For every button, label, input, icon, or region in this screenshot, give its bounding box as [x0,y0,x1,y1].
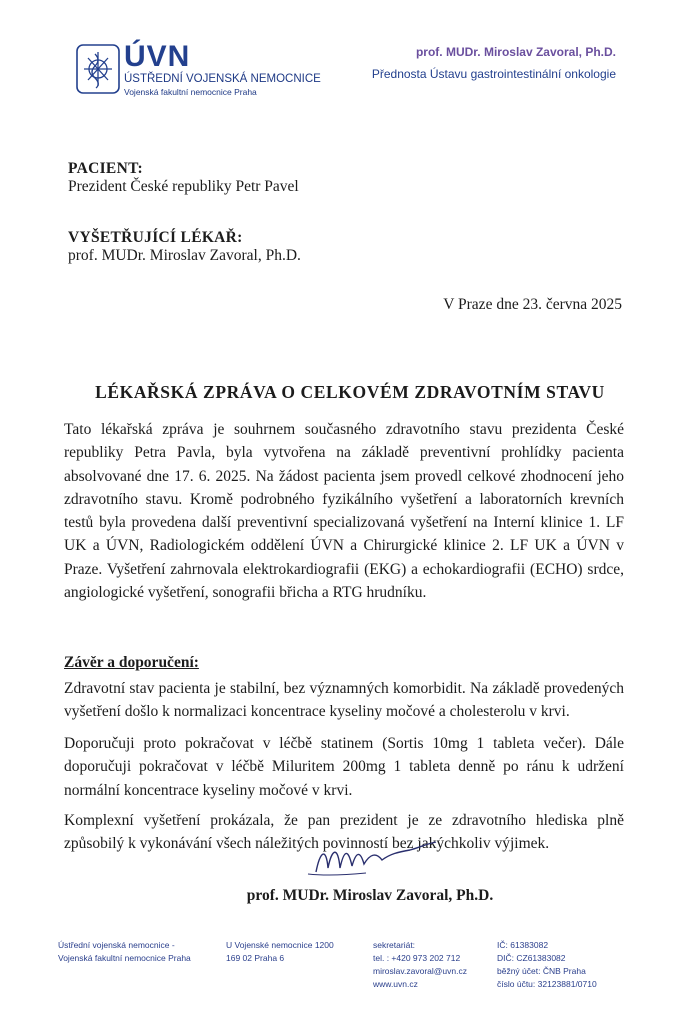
footer-hospital [58,939,191,965]
footer-website: www.uvn.cz [373,979,418,989]
footer-hospital-line: Vojenská fakultní nemocnice Praha [58,953,191,963]
footer-hospital-line: Ústřední vojenská nemocnice - [58,940,175,950]
footer-address-line: 169 02 Praha 6 [226,953,285,963]
patient-label: PACIENT: [68,160,144,177]
recommendation-paragraph: Doporučuji proto pokračovat v léčbě statinem (Sortis 10mg 1 tableta večer). Dále doporučuji pokračovat v léčbě Miluritem 200mg 1 tableta denně po ránu k udržení normální koncentrace kyseliny močové v krvi. [64,735,624,799]
footer-address-line: U Vojenské nemocnice 1200 [226,940,334,950]
report-date: V Praze dne 23. června 2025 [443,296,622,313]
signer-name: prof. MUDr. Miroslav Zavoral, Ph.D. [246,887,494,904]
logo-hospital-name: ÚSTŘEDNÍ VOJENSKÁ NEMOCNICE [124,73,321,85]
footer-address [226,939,334,965]
logo-abbreviation: ÚVN [124,40,191,73]
handwritten-signature [286,838,446,878]
footer-dic: DIČ: CZ61383082 [497,953,566,963]
letterhead-doctor [372,44,616,83]
hospital-logo [76,40,336,97]
footer-contact [373,939,467,991]
footer-ic: IČ: 61383082 [497,940,549,950]
logo-hospital-subtitle: Vojenská fakultní nemocnice Praha [124,87,257,97]
conclusion-heading: Závěr a doporučení: [64,654,199,671]
conclusion-paragraph: Zdravotní stav pacienta je stabilní, bez významných komorbidit. Na základě provedených vyšetření došlo k normalizaci koncentrace kyseliny močové a cholesterolu v krvi. [64,680,624,721]
letterhead-department: Přednosta Ústavu gastrointestinální onkologie [371,67,616,81]
patient-name: Prezident České republiky Petr Pavel [68,178,299,195]
fitness-paragraph: Komplexní vyšetření prokázala, že pan prezident je ze zdravotního hlediska plně způsobilý k vykonávání všech náležitých povinností bez jakýchkoliv výjimek. [64,812,624,853]
footer-phone: tel. : +420 973 202 712 [373,953,461,963]
intro-paragraph: Tato lékařská zpráva je souhrnem současného zdravotního stavu prezidenta České republiky Petra Pavla, byla vytvořena na základě preventivní prohlídky pacienta absolvované dne 17. 6. 2025. Na žádost pacienta jsem provedl celkové zhodnocení jeho zdravotního stavu. Kromě podrobného fyzikálního vyšetření a laboratorních krevních testů byla provedena další preventivní specializovaná vyšetření na Interní klinice 1. LF UK a ÚVN, Radiologickém oddělení ÚVN a Chirurgické klinice 2. LF UK a ÚVN v Praze. Vyšetření zahrnovala elektrokardiografii (EKG) a echokardiografii (ECHO) srdce, angiologické vyšetření, sonografii břicha a RTG hrudníku. [64,421,624,602]
report-title: LÉKAŘSKÁ ZPRÁVA O CELKOVÉM ZDRAVOTNÍM STAVU [95,382,605,402]
footer-email: miroslav.zavoral@uvn.cz [373,966,467,976]
footer-account-number: číslo účtu: 32123881/0710 [497,979,597,989]
footer-contact-label: sekretariát: [373,940,416,950]
letterhead-doctor-name: prof. MUDr. Miroslav Zavoral, Ph.D. [415,45,616,59]
medical-emblem-icon [76,44,120,94]
examiner-name: prof. MUDr. Miroslav Zavoral, Ph.D. [68,247,301,264]
footer-account: běžný účet: ČNB Praha [497,966,586,976]
examiner-label: VYŠETŘUJÍCÍ LÉKAŘ: [68,229,243,246]
footer-ids [497,939,597,991]
